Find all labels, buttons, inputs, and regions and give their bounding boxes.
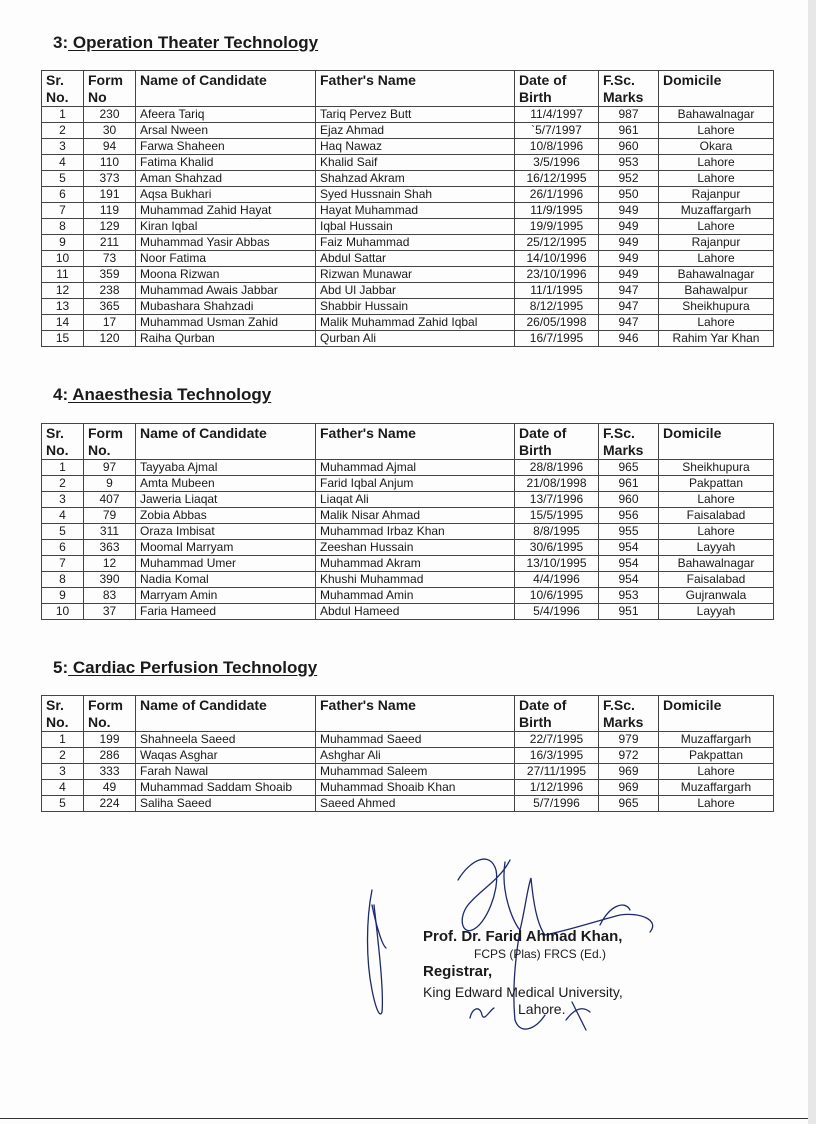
candidate-name-cell: Muhammad Awais Jabbar	[136, 283, 316, 299]
table-row	[42, 219, 774, 235]
table-row	[42, 796, 774, 812]
sr-no-cell: 7	[42, 556, 84, 572]
fsc-marks-cell: 947	[599, 283, 659, 299]
form-no-cell: 9	[84, 476, 136, 492]
date-of-birth-header: Date of Birth	[515, 424, 599, 460]
domicile-cell: Faisalabad	[659, 572, 774, 588]
date-of-birth-cell: 14/10/1996	[515, 251, 599, 267]
form-no-cell: 30	[84, 123, 136, 139]
table-row	[42, 460, 774, 476]
fsc-marks-cell: 951	[599, 604, 659, 620]
sr-no-cell: 13	[42, 299, 84, 315]
candidate-name-cell: Oraza Imbisat	[136, 524, 316, 540]
table-header-row	[42, 71, 774, 107]
father-name-header: Father's Name	[316, 696, 515, 732]
father-name-cell: Farid Iqbal Anjum	[316, 476, 515, 492]
father-name-cell: Haq Nawaz	[316, 139, 515, 155]
form-no-cell: 311	[84, 524, 136, 540]
fsc-marks-cell: 949	[599, 235, 659, 251]
candidate-table	[41, 423, 774, 620]
domicile-cell: Pakpattan	[659, 476, 774, 492]
table-row	[42, 764, 774, 780]
fsc-marks-cell: 972	[599, 748, 659, 764]
fsc-marks-cell: 987	[599, 107, 659, 123]
form-no-cell: 129	[84, 219, 136, 235]
candidate-name-cell: Aqsa Bukhari	[136, 187, 316, 203]
father-name-cell: Malik Nisar Ahmad	[316, 508, 515, 524]
father-name-cell: Abdul Sattar	[316, 251, 515, 267]
section-title: Anaesthesia Technology	[68, 385, 272, 404]
form-no-cell: 94	[84, 139, 136, 155]
table-row	[42, 748, 774, 764]
table-row	[42, 732, 774, 748]
sr-no-cell: 3	[42, 764, 84, 780]
father-name-cell: Muhammad Akram	[316, 556, 515, 572]
table-row	[42, 155, 774, 171]
candidate-name-cell: Mubashara Shahzadi	[136, 299, 316, 315]
father-name-cell: Khalid Saif	[316, 155, 515, 171]
table-row	[42, 251, 774, 267]
date-of-birth-cell: 23/10/1996	[515, 267, 599, 283]
fsc-marks-cell: 952	[599, 171, 659, 187]
sr-no-cell: 14	[42, 315, 84, 331]
fsc-marks-cell: 949	[599, 251, 659, 267]
candidate-name-cell: Moona Rizwan	[136, 267, 316, 283]
section-heading	[53, 658, 317, 678]
domicile-cell: Lahore	[659, 219, 774, 235]
date-of-birth-cell: 25/12/1995	[515, 235, 599, 251]
table-row	[42, 299, 774, 315]
domicile-cell: Muzaffargarh	[659, 780, 774, 796]
sr-no-cell: 11	[42, 267, 84, 283]
date-of-birth-cell: 10/8/1996	[515, 139, 599, 155]
father-name-cell: Muhammad Irbaz Khan	[316, 524, 515, 540]
fsc-marks-cell: 954	[599, 540, 659, 556]
domicile-header: Domicile	[659, 696, 774, 732]
candidate-name-cell: Muhammad Zahid Hayat	[136, 203, 316, 219]
domicile-cell: Lahore	[659, 251, 774, 267]
form-no-header: Form No.	[84, 696, 136, 732]
date-of-birth-cell: 11/1/1995	[515, 283, 599, 299]
form-no-cell: 373	[84, 171, 136, 187]
candidate-name-cell: Tayyaba Ajmal	[136, 460, 316, 476]
candidate-name-cell: Moomal Marryam	[136, 540, 316, 556]
sr-no-header: Sr. No.	[42, 424, 84, 460]
fsc-marks-cell: 965	[599, 796, 659, 812]
date-of-birth-cell: 19/9/1995	[515, 219, 599, 235]
fsc-marks-cell: 950	[599, 187, 659, 203]
fsc-marks-cell: 969	[599, 780, 659, 796]
date-of-birth-cell: 28/8/1996	[515, 460, 599, 476]
domicile-cell: Rahim Yar Khan	[659, 331, 774, 347]
sr-no-cell: 4	[42, 155, 84, 171]
domicile-cell: Muzaffargarh	[659, 732, 774, 748]
page-edge-shadow	[808, 0, 816, 1124]
candidate-name-cell: Nadia Komal	[136, 572, 316, 588]
candidate-name-cell: Waqas Asghar	[136, 748, 316, 764]
candidate-table	[41, 70, 774, 347]
domicile-cell: Lahore	[659, 492, 774, 508]
form-no-cell: 12	[84, 556, 136, 572]
candidate-name-cell: Arsal Nween	[136, 123, 316, 139]
father-name-cell: Rizwan Munawar	[316, 267, 515, 283]
fsc-marks-cell: 969	[599, 764, 659, 780]
domicile-cell: Rajanpur	[659, 187, 774, 203]
sr-no-cell: 5	[42, 796, 84, 812]
section-number: 4:	[53, 385, 69, 404]
signatory-name: Prof. Dr. Farid Ahmad Khan,	[423, 928, 623, 945]
sr-no-cell: 8	[42, 219, 84, 235]
form-no-cell: 83	[84, 588, 136, 604]
form-no-cell: 238	[84, 283, 136, 299]
date-of-birth-cell: 16/12/1995	[515, 171, 599, 187]
sr-no-cell: 6	[42, 187, 84, 203]
table-row	[42, 283, 774, 299]
form-no-header: Form No.	[84, 424, 136, 460]
candidate-name-cell: Shahneela Saeed	[136, 732, 316, 748]
sr-no-cell: 4	[42, 508, 84, 524]
father-name-cell: Iqbal Hussain	[316, 219, 515, 235]
fsc-marks-cell: 953	[599, 588, 659, 604]
candidate-name-cell: Jaweria Liaqat	[136, 492, 316, 508]
father-name-cell: Khushi Muhammad	[316, 572, 515, 588]
candidate-name-cell: Marryam Amin	[136, 588, 316, 604]
form-no-cell: 191	[84, 187, 136, 203]
table-row	[42, 508, 774, 524]
form-no-cell: 17	[84, 315, 136, 331]
table-row	[42, 123, 774, 139]
sr-no-cell: 2	[42, 476, 84, 492]
date-of-birth-cell: 16/3/1995	[515, 748, 599, 764]
form-no-cell: 407	[84, 492, 136, 508]
date-of-birth-cell: 30/6/1995	[515, 540, 599, 556]
fsc-marks-cell: 954	[599, 556, 659, 572]
father-name-cell: Syed Hussnain Shah	[316, 187, 515, 203]
sr-no-cell: 1	[42, 732, 84, 748]
domicile-cell: Lahore	[659, 764, 774, 780]
fsc-marks-cell: 953	[599, 155, 659, 171]
date-of-birth-cell: 21/08/1998	[515, 476, 599, 492]
form-no-cell: 199	[84, 732, 136, 748]
fsc-marks-cell: 960	[599, 492, 659, 508]
sr-no-cell: 5	[42, 524, 84, 540]
sr-no-cell: 3	[42, 492, 84, 508]
table-row	[42, 556, 774, 572]
form-no-cell: 97	[84, 460, 136, 476]
candidate-name-cell: Zobia Abbas	[136, 508, 316, 524]
candidate-name-header: Name of Candidate	[136, 71, 316, 107]
sr-no-cell: 9	[42, 235, 84, 251]
table-row	[42, 524, 774, 540]
table-row	[42, 203, 774, 219]
candidate-name-cell: Farah Nawal	[136, 764, 316, 780]
date-of-birth-cell: 3/5/1996	[515, 155, 599, 171]
date-of-birth-cell: 11/9/1995	[515, 203, 599, 219]
domicile-cell: Layyah	[659, 604, 774, 620]
sr-no-cell: 10	[42, 604, 84, 620]
fsc-marks-cell: 947	[599, 315, 659, 331]
fsc-marks-header: F.Sc. Marks	[599, 696, 659, 732]
page-bottom-rule	[0, 1118, 808, 1119]
domicile-cell: Okara	[659, 139, 774, 155]
form-no-cell: 37	[84, 604, 136, 620]
candidate-name-cell: Noor Fatima	[136, 251, 316, 267]
fsc-marks-header: F.Sc. Marks	[599, 71, 659, 107]
date-of-birth-cell: 1/12/1996	[515, 780, 599, 796]
table-row	[42, 476, 774, 492]
father-name-cell: Ejaz Ahmad	[316, 123, 515, 139]
institution-name: King Edward Medical University,	[423, 984, 623, 1000]
candidate-name-cell: Raiha Qurban	[136, 331, 316, 347]
date-of-birth-cell: 27/11/1995	[515, 764, 599, 780]
candidate-name-header: Name of Candidate	[136, 696, 316, 732]
father-name-cell: Faiz Muhammad	[316, 235, 515, 251]
table-row	[42, 572, 774, 588]
domicile-cell: Lahore	[659, 315, 774, 331]
father-name-cell: Shabbir Hussain	[316, 299, 515, 315]
date-of-birth-cell: 22/7/1995	[515, 732, 599, 748]
sr-no-cell: 5	[42, 171, 84, 187]
fsc-marks-cell: 960	[599, 139, 659, 155]
date-of-birth-cell: 26/05/1998	[515, 315, 599, 331]
fsc-marks-cell: 949	[599, 203, 659, 219]
sr-no-cell: 1	[42, 107, 84, 123]
table-row	[42, 588, 774, 604]
date-of-birth-cell: 8/8/1995	[515, 524, 599, 540]
candidate-name-cell: Afeera Tariq	[136, 107, 316, 123]
table-row	[42, 780, 774, 796]
candidate-name-cell: Kiran Iqbal	[136, 219, 316, 235]
table-row	[42, 604, 774, 620]
table-header-row	[42, 424, 774, 460]
sr-no-header: Sr. No.	[42, 71, 84, 107]
domicile-cell: Bahawalpur	[659, 283, 774, 299]
domicile-cell: Lahore	[659, 171, 774, 187]
sr-no-cell: 9	[42, 588, 84, 604]
father-name-cell: Shahzad Akram	[316, 171, 515, 187]
section-number: 5:	[53, 658, 69, 677]
form-no-cell: 110	[84, 155, 136, 171]
domicile-cell: Sheikhupura	[659, 460, 774, 476]
date-of-birth-cell: 5/4/1996	[515, 604, 599, 620]
domicile-cell: Sheikhupura	[659, 299, 774, 315]
fsc-marks-cell: 956	[599, 508, 659, 524]
fsc-marks-cell: 965	[599, 460, 659, 476]
sr-no-cell: 1	[42, 460, 84, 476]
signatory-qualifications: FCPS (Plas) FRCS (Ed.)	[474, 947, 607, 961]
table-row	[42, 171, 774, 187]
candidate-name-cell: Aman Shahzad	[136, 171, 316, 187]
section-title: Cardiac Perfusion Technology	[68, 658, 318, 677]
date-of-birth-header: Date of Birth	[515, 696, 599, 732]
domicile-cell: Pakpattan	[659, 748, 774, 764]
table-row	[42, 267, 774, 283]
fsc-marks-header: F.Sc. Marks	[599, 424, 659, 460]
signatory-title: Registrar,	[423, 963, 493, 980]
candidate-name-cell: Fatima Khalid	[136, 155, 316, 171]
form-no-cell: 286	[84, 748, 136, 764]
table-row	[42, 331, 774, 347]
domicile-cell: Lahore	[659, 155, 774, 171]
form-no-cell: 333	[84, 764, 136, 780]
form-no-cell: 390	[84, 572, 136, 588]
date-of-birth-cell: 5/7/1996	[515, 796, 599, 812]
form-no-cell: 49	[84, 780, 136, 796]
candidate-name-header: Name of Candidate	[136, 424, 316, 460]
candidate-name-cell: Muhammad Umer	[136, 556, 316, 572]
form-no-cell: 365	[84, 299, 136, 315]
fsc-marks-cell: 947	[599, 299, 659, 315]
table-row	[42, 235, 774, 251]
table-row	[42, 107, 774, 123]
candidate-name-cell: Farwa Shaheen	[136, 139, 316, 155]
father-name-header: Father's Name	[316, 71, 515, 107]
candidate-name-cell: Muhammad Usman Zahid	[136, 315, 316, 331]
father-name-cell: Malik Muhammad Zahid Iqbal	[316, 315, 515, 331]
form-no-cell: 73	[84, 251, 136, 267]
sr-no-cell: 7	[42, 203, 84, 219]
domicile-cell: Muzaffargarh	[659, 203, 774, 219]
section-heading	[53, 385, 271, 405]
table-row	[42, 315, 774, 331]
section-heading	[53, 33, 318, 53]
date-of-birth-cell: 13/7/1996	[515, 492, 599, 508]
domicile-cell: Rajanpur	[659, 235, 774, 251]
domicile-cell: Bahawalnagar	[659, 267, 774, 283]
father-name-cell: Saeed Ahmed	[316, 796, 515, 812]
father-name-cell: Liaqat Ali	[316, 492, 515, 508]
candidate-name-cell: Muhammad Saddam Shoaib	[136, 780, 316, 796]
form-no-cell: 224	[84, 796, 136, 812]
domicile-cell: Lahore	[659, 796, 774, 812]
date-of-birth-cell: 16/7/1995	[515, 331, 599, 347]
form-no-cell: 359	[84, 267, 136, 283]
table-row	[42, 492, 774, 508]
date-of-birth-cell: 15/5/1995	[515, 508, 599, 524]
form-no-cell: 119	[84, 203, 136, 219]
father-name-cell: Muhammad Saeed	[316, 732, 515, 748]
form-no-cell: 120	[84, 331, 136, 347]
father-name-cell: Tariq Pervez Butt	[316, 107, 515, 123]
domicile-header: Domicile	[659, 424, 774, 460]
father-name-cell: Abd Ul Jabbar	[316, 283, 515, 299]
date-of-birth-cell: 26/1/1996	[515, 187, 599, 203]
date-of-birth-cell: 10/6/1995	[515, 588, 599, 604]
candidate-name-cell: Muhammad Yasir Abbas	[136, 235, 316, 251]
fsc-marks-cell: 946	[599, 331, 659, 347]
fsc-marks-cell: 949	[599, 219, 659, 235]
date-of-birth-cell: 4/4/1996	[515, 572, 599, 588]
table-row	[42, 540, 774, 556]
form-no-cell: 211	[84, 235, 136, 251]
date-of-birth-header: Date of Birth	[515, 71, 599, 107]
institution-city: Lahore.	[518, 1001, 566, 1017]
domicile-cell: Lahore	[659, 524, 774, 540]
sr-no-header: Sr. No.	[42, 696, 84, 732]
domicile-cell: Bahawalnagar	[659, 556, 774, 572]
candidate-name-cell: Amta Mubeen	[136, 476, 316, 492]
form-no-header: Form No	[84, 71, 136, 107]
form-no-cell: 363	[84, 540, 136, 556]
table-header-row	[42, 696, 774, 732]
sr-no-cell: 2	[42, 123, 84, 139]
sr-no-cell: 12	[42, 283, 84, 299]
father-name-cell: Ashghar Ali	[316, 748, 515, 764]
father-name-header: Father's Name	[316, 424, 515, 460]
domicile-cell: Faisalabad	[659, 508, 774, 524]
sr-no-cell: 3	[42, 139, 84, 155]
sr-no-cell: 8	[42, 572, 84, 588]
father-name-cell: Qurban Ali	[316, 331, 515, 347]
domicile-cell: Gujranwala	[659, 588, 774, 604]
fsc-marks-cell: 979	[599, 732, 659, 748]
sr-no-cell: 2	[42, 748, 84, 764]
father-name-cell: Muhammad Ajmal	[316, 460, 515, 476]
section-number: 3:	[53, 33, 69, 52]
date-of-birth-cell: 11/4/1997	[515, 107, 599, 123]
candidate-table	[41, 695, 774, 812]
fsc-marks-cell: 961	[599, 123, 659, 139]
domicile-cell: Bahawalnagar	[659, 107, 774, 123]
domicile-cell: Layyah	[659, 540, 774, 556]
father-name-cell: Hayat Muhammad	[316, 203, 515, 219]
sr-no-cell: 6	[42, 540, 84, 556]
section-title: Operation Theater Technology	[68, 33, 319, 52]
father-name-cell: Zeeshan Hussain	[316, 540, 515, 556]
father-name-cell: Muhammad Saleem	[316, 764, 515, 780]
date-of-birth-cell: `5/7/1997	[515, 123, 599, 139]
table-row	[42, 139, 774, 155]
fsc-marks-cell: 954	[599, 572, 659, 588]
fsc-marks-cell: 961	[599, 476, 659, 492]
sr-no-cell: 15	[42, 331, 84, 347]
father-name-cell: Muhammad Amin	[316, 588, 515, 604]
form-no-cell: 230	[84, 107, 136, 123]
father-name-cell: Abdul Hameed	[316, 604, 515, 620]
sr-no-cell: 4	[42, 780, 84, 796]
sr-no-cell: 10	[42, 251, 84, 267]
domicile-header: Domicile	[659, 71, 774, 107]
date-of-birth-cell: 8/12/1995	[515, 299, 599, 315]
table-row	[42, 187, 774, 203]
form-no-cell: 79	[84, 508, 136, 524]
candidate-name-cell: Saliha Saeed	[136, 796, 316, 812]
fsc-marks-cell: 955	[599, 524, 659, 540]
domicile-cell: Lahore	[659, 123, 774, 139]
date-of-birth-cell: 13/10/1995	[515, 556, 599, 572]
father-name-cell: Muhammad Shoaib Khan	[316, 780, 515, 796]
candidate-name-cell: Faria Hameed	[136, 604, 316, 620]
fsc-marks-cell: 949	[599, 267, 659, 283]
